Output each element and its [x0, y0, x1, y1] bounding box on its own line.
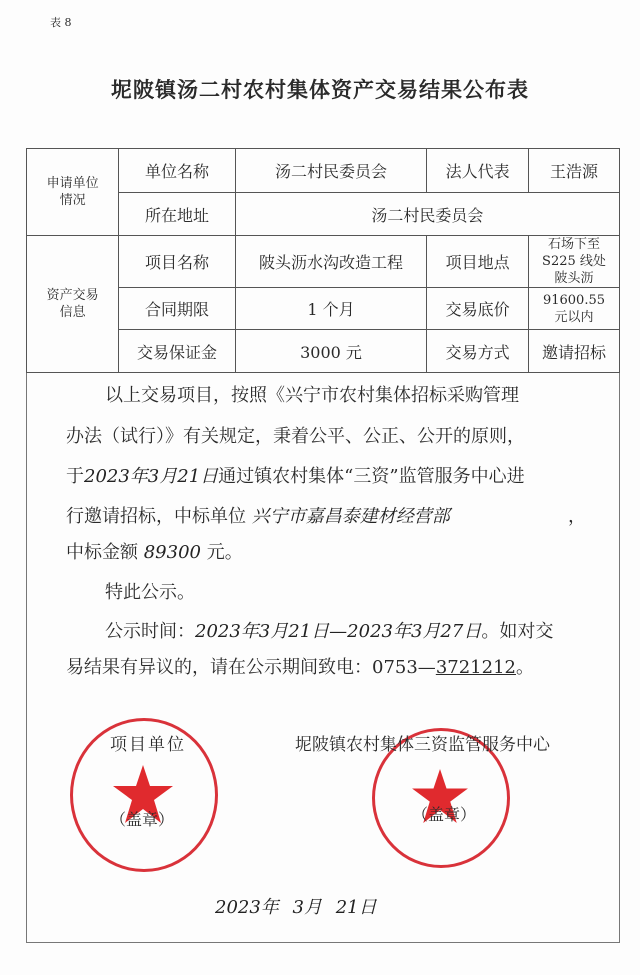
contract-term-label: 合同期限	[119, 288, 235, 330]
body-line-5: 中标金额 89300 元。	[66, 542, 243, 563]
handwritten-date: 2023年3月21日	[84, 466, 219, 487]
sign-date: 2023年 3月 21日	[215, 897, 377, 918]
left-seal-label: （盖章）	[110, 810, 175, 829]
page-title: 坭陂镇汤二村农村集体资产交易结果公布表	[111, 78, 529, 102]
base-price: 91600.55 元以内	[528, 288, 619, 330]
method-label: 交易方式	[427, 330, 529, 373]
method: 邀请招标	[528, 330, 619, 373]
project-name: 陂头沥水沟改造工程	[235, 236, 427, 288]
right-signature-label: 坭陂镇农村集体三资监管服务中心	[295, 735, 550, 755]
contract-term: 1 个月	[235, 288, 427, 330]
project-site-label: 项目地点	[427, 236, 529, 288]
body-line-3: 于2023年3月21日通过镇农村集体“三资”监管服务中心进	[66, 466, 525, 487]
info-table	[26, 148, 620, 373]
winning-bidder: 兴宁市嘉昌泰建材经营部	[251, 506, 450, 527]
deposit-label: 交易保证金	[119, 330, 235, 373]
right-seal-label: （盖章）	[412, 805, 477, 824]
body-line-7: 公示时间：2023年3月21日—2023年3月27日。如对交	[105, 621, 554, 642]
unit-name: 汤二村民委员会	[235, 149, 427, 193]
group-applicant: 申请单位情况	[27, 149, 119, 236]
body-line-8: 易结果有异议的，请在公示期间致电：0753—3721212。	[66, 657, 534, 678]
legal-rep: 王浩源	[528, 149, 619, 193]
body-line-2: 办法（试行）》有关规定，秉着公平、公正、公开的原则，	[66, 426, 525, 447]
group-asset: 资产交易信息	[27, 236, 119, 373]
deposit: 3000 元	[235, 330, 427, 373]
unit-name-label: 单位名称	[119, 149, 235, 193]
body-line-4: 行邀请招标，中标单位 兴宁市嘉昌泰建材经营部 ，	[66, 506, 586, 527]
project-site: 石场下至 S225 线处陂头沥	[528, 236, 619, 288]
winning-amount: 89300	[143, 542, 201, 563]
body-line-6: 特此公示。	[105, 582, 195, 603]
left-signature-label: 项目单位	[110, 735, 186, 755]
address: 汤二村民委员会	[235, 193, 619, 236]
legal-rep-label: 法人代表	[427, 149, 529, 193]
body-line-1: 以上交易项目，按照《兴宁市农村集体招标采购管理	[105, 385, 519, 406]
doc-tag: 表 8	[50, 16, 72, 29]
publicity-period: 2023年3月21日—2023年3月27日	[195, 621, 482, 642]
project-name-label: 项目名称	[119, 236, 235, 288]
base-price-label: 交易底价	[427, 288, 529, 330]
address-label: 所在地址	[119, 193, 235, 236]
phone-number: 3721212	[435, 657, 516, 678]
